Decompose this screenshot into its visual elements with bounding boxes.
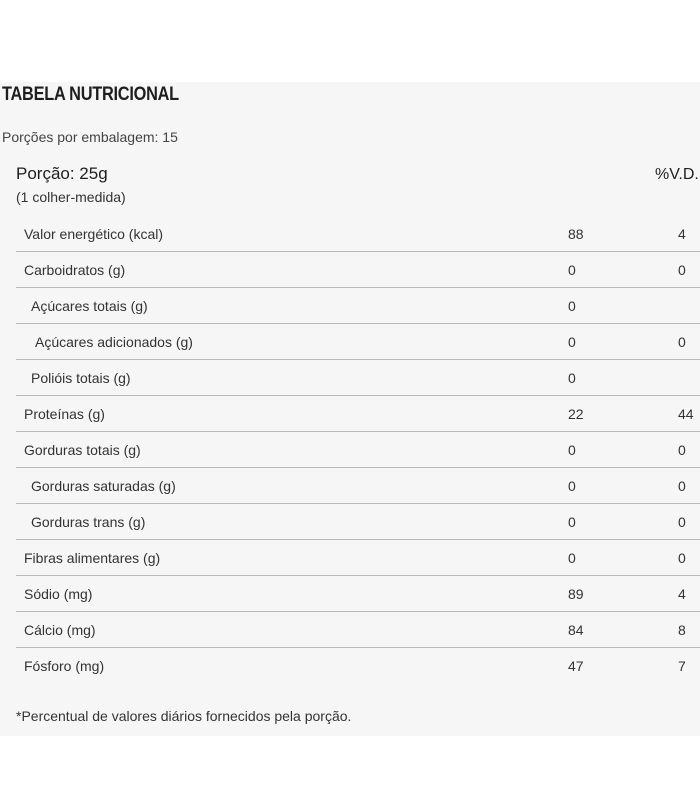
nutrient-amount: 0 [568,550,576,566]
nutrient-amount: 22 [568,406,584,422]
footnote: *Percentual de valores diários fornecidos pela porção. [16,708,352,724]
table-row [16,504,700,540]
table-row [16,288,700,324]
nutrient-amount: 89 [568,586,584,602]
nutrient-amount: 0 [568,478,576,494]
nutrient-amount: 0 [568,514,576,530]
nutrient-dv: 4 [678,586,686,602]
nutrient-amount: 47 [568,658,584,674]
nutrient-dv: 44 [678,406,694,422]
nutrient-name: Gorduras trans (g) [31,514,146,530]
table-row [16,324,700,360]
nutrient-dv: 0 [678,514,686,530]
portion-measure: (1 colher-medida) [16,189,126,205]
table-row [16,576,700,612]
table-row [16,216,700,252]
nutrient-amount: 0 [568,334,576,350]
nutrient-dv: 0 [678,478,686,494]
table-row [16,252,700,288]
nutrient-name: Gorduras saturadas (g) [31,478,176,494]
nutrient-amount: 0 [568,370,576,386]
nutrient-name: Fósforo (mg) [24,658,105,674]
nutrient-amount: 0 [568,298,576,314]
dv-column-header: %V.D. [655,166,699,183]
servings-per-package: Porções por embalagem: 15 [2,129,178,145]
table-row [16,396,700,432]
nutrient-dv: 8 [678,622,686,638]
nutrient-name: Valor energético (kcal) [24,226,164,242]
nutrient-name: Proteínas (g) [24,406,105,422]
nutrient-dv: 0 [678,442,686,458]
nutrient-dv: 4 [678,226,686,242]
table-row [16,360,700,396]
nutrient-amount: 0 [568,442,576,458]
nutrient-name: Sódio (mg) [24,586,93,602]
portion-label: Porção: 25g [16,164,108,183]
table-row [16,540,700,576]
nutrient-dv: 0 [678,262,686,278]
table-title: TABELA NUTRICIONAL [2,84,179,105]
nutrient-name: Açúcares totais (g) [31,298,148,314]
nutrient-amount: 88 [568,226,584,242]
nutrient-name: Gorduras totais (g) [24,442,141,458]
nutrient-dv: 0 [678,334,686,350]
nutrient-dv: 0 [678,550,686,566]
nutrient-amount: 84 [568,622,584,638]
nutrient-name: Cálcio (mg) [24,622,96,638]
nutrient-rows [16,216,700,684]
nutrient-amount: 0 [568,262,576,278]
nutrient-name: Fibras alimentares (g) [24,550,161,566]
table-row [16,612,700,648]
table-row [16,432,700,468]
table-row [16,648,700,684]
nutrient-name: Carboidratos (g) [24,262,126,278]
nutrient-name: Polióis totais (g) [31,370,131,386]
nutrient-name: Açúcares adicionados (g) [35,334,193,350]
table-row [16,468,700,504]
nutrient-dv: 7 [678,658,686,674]
